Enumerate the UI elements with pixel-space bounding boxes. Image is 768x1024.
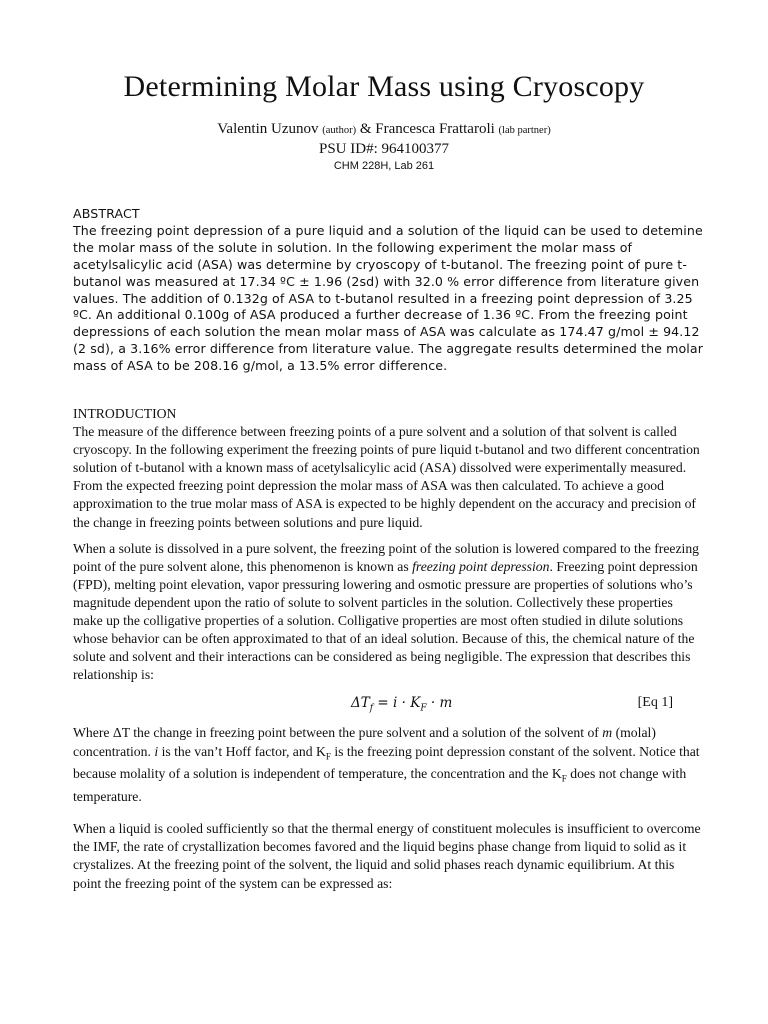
introduction-section (73, 405, 703, 893)
author-name: Valentin Uzunov (217, 121, 319, 137)
partner-role: (lab partner) (498, 125, 551, 136)
p3-text-a: Where ΔT the change in freezing point between the pure solvent and a solution of the solvent of (73, 725, 603, 741)
p3-text-b: (molal) concentration. (73, 725, 656, 759)
eq-dot-2: · (426, 695, 440, 712)
psu-id: PSU ID#: 964100377 (318, 141, 449, 157)
introduction-heading: INTRODUCTION (73, 406, 177, 421)
eq-i: i (393, 695, 398, 712)
eq-sign: = (373, 695, 394, 712)
abstract-section (73, 206, 703, 375)
ampersand: & (359, 121, 372, 137)
document-title: Determining Molar Mass using Cryoscopy (123, 70, 645, 103)
eq-lhs-sub: f (369, 704, 374, 715)
eq-k: K (410, 695, 421, 712)
p3-i: i (154, 743, 159, 759)
intro-paragraph-4: When a liquid is cooled sufficiently so that the thermal energy of constituent molecules is insufficient to overcome the IMF, the rate of crystallization becomes favored and the liquid begins phase change from liquid to solid as it crystalizes. At the freezing point of the solvent, the liquid and solid phases reach dynamic equilibrium. At this point the freezing point of the system can be expressed as: (73, 821, 701, 891)
eq-m: m (439, 695, 453, 712)
author-line (0, 119, 768, 141)
eq-lhs: ΔT (351, 695, 370, 712)
intro-paragraph-3 (73, 724, 703, 806)
p3-text-d: is the freezing point depression constant of the solvent. Notice that because molality of a solution is independent of temperature, the concentration and the K (73, 743, 700, 782)
p2-emphasis: freezing point depression (412, 558, 550, 574)
p3-m: m (602, 725, 613, 741)
equation-label: [Eq 1] (637, 695, 673, 711)
equation-expression (351, 694, 452, 718)
p3-text-e: does not change with temperature. (73, 766, 687, 805)
course-info: CHM 228H, Lab 261 (333, 160, 435, 172)
abstract-heading: ABSTRACT (73, 206, 140, 221)
eq-k-sub: F (420, 704, 427, 715)
author-role: (author) (322, 125, 357, 136)
p3-kf-sub: F (325, 751, 331, 762)
p2-text-b: . Freezing point depression (FPD), melting point elevation, vapor pressuring lowering and osmotic pressure are properties of solutions who’s magnitude dependent upon the ratio of solute to solvent particles in the solution. Collectively these properties make up the colligative properties of a solution. Colligative properties are most often studied in dilute solutions whose behavior can be often approximated to that of an ideal solution. Because of this, the chemical nature of the solute and solvent and their interactions can be considered as being negligible. The expression that describes this relationship is: (73, 558, 698, 683)
p3-kf-sub-2: F (561, 774, 567, 785)
p3-text-c: is the van’t Hoff factor, and K (158, 743, 326, 759)
equation-1 (73, 694, 703, 715)
p2-text-a: When a solute is dissolved in a pure solvent, the freezing point of the solution is lowered compared to the freezing point of the pure solvent alone, this phenomenon is known as (73, 540, 700, 574)
partner-name: Francesca Frattaroli (375, 121, 495, 137)
intro-paragraph-1: The measure of the difference between freezing points of a pure solvent and a solution of that solvent is called cryoscopy. In the following experiment the freezing points of pure liquid t-butanol and two different concentration solution of t-butanol with a known mass of acetylsalicylic acid (ASA) dissolved were experimentally measured. From the expected freezing point depression the molar mass of ASA was then calculated. To achieve a good approximation to the true molar mass of ASA is expected to be highly dependent on the accuracy and precision of the change in freezing points between solutions and pure liquid. (73, 424, 700, 530)
eq-dot-1: · (397, 695, 411, 712)
intro-paragraph-2 (73, 540, 703, 685)
abstract-text: The freezing point depression of a pure liquid and a solution of the liquid can be used to detemine the molar mass of the solute in solution. In the following experiment the molar mass of acetylsalicylic acid (ASA) was determine by cryoscopy of t-butanol. The freezing point of pure t-butanol was measured at 17.34 ºC ± 1.96 (2sd) with 32.0 % error difference from literature given values. The addition of 0.132g of ASA to t-butanol resulted in a freezing point depression of 3.25 ºC. An additional 0.100g of ASA produced a further decrease of 1.36 ºC. From the freezing point depressions of each solution the mean molar mass of ASA was calculate as 174.47 g/mol ± 94.12 (2 sd), a 3.16% error difference from literature value. The aggregate results determined the molar mass of ASA to be 208.16 g/mol, a 13.5% error difference. (73, 222, 703, 374)
